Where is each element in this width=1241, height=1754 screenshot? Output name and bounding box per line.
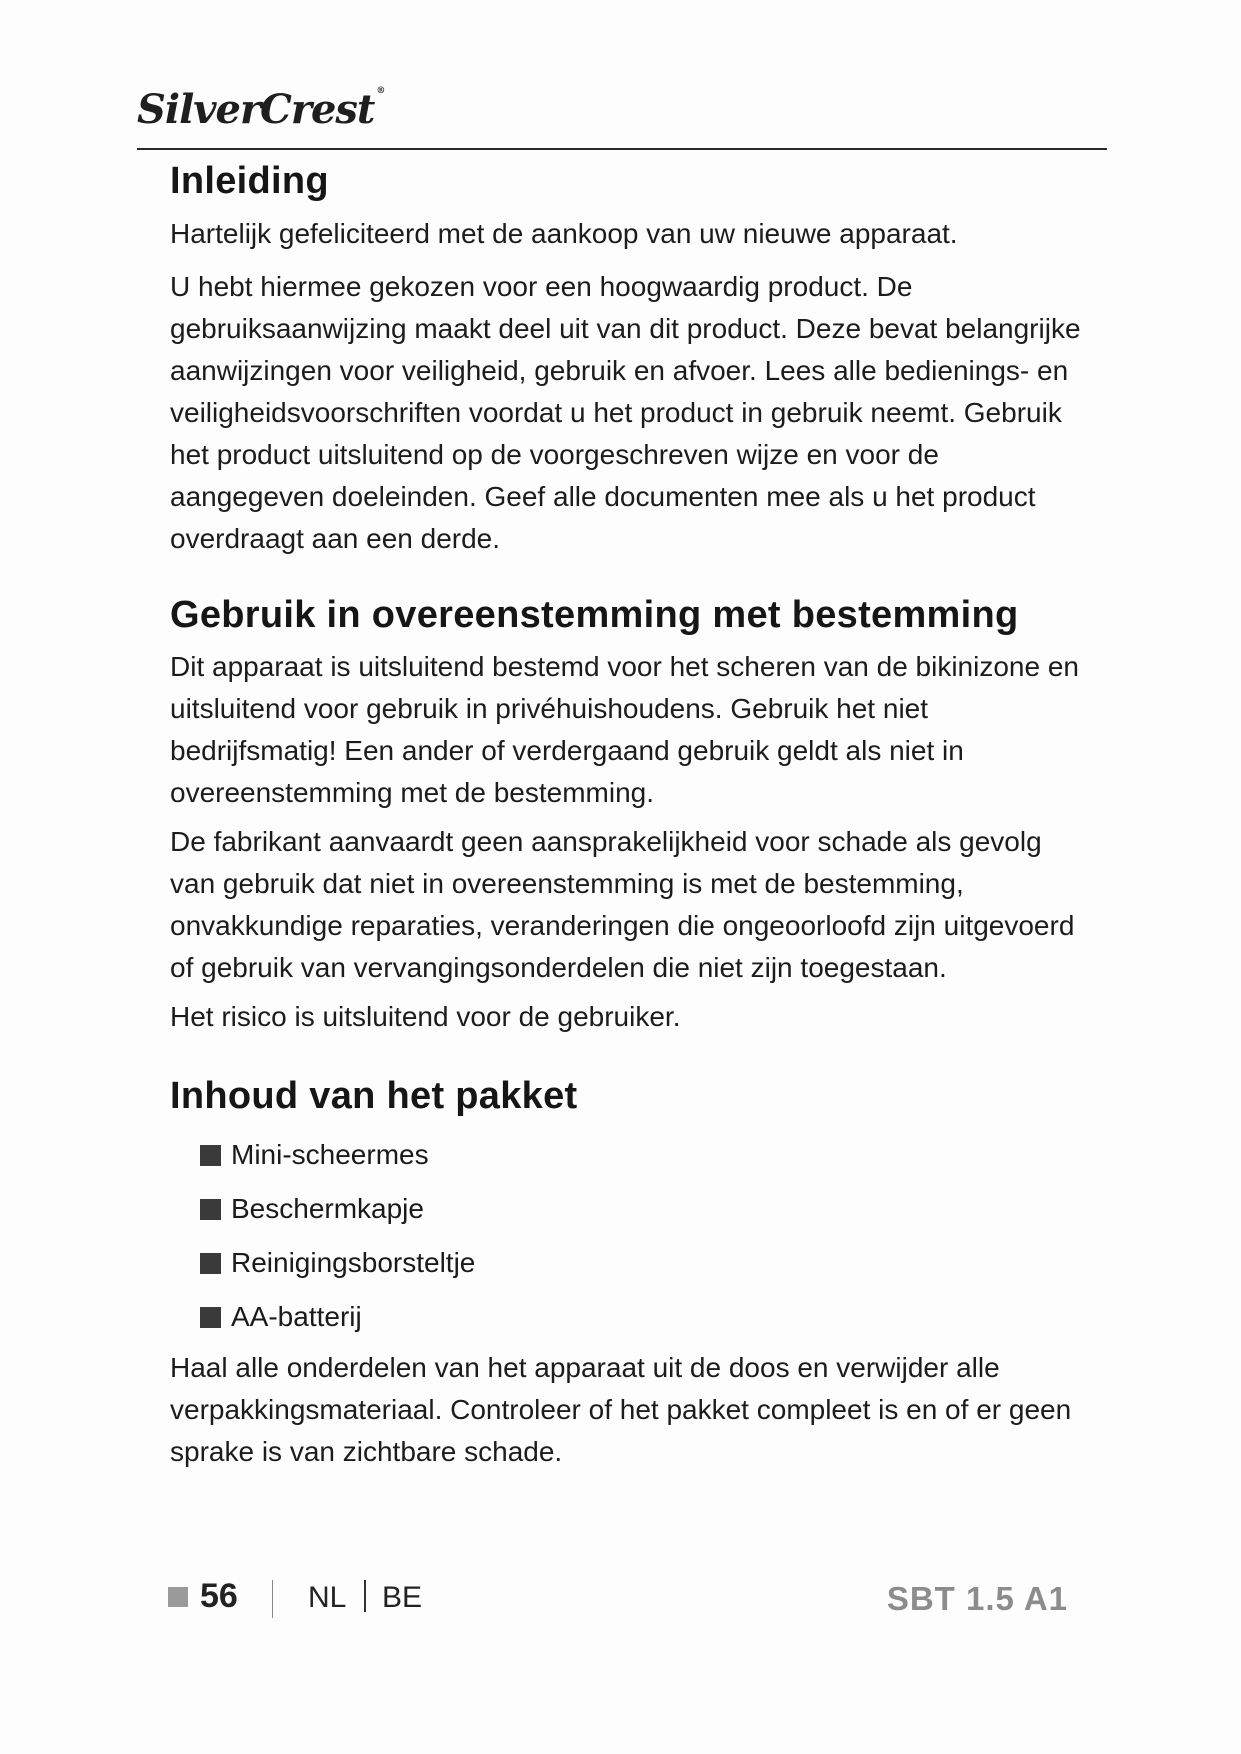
bullet-square-icon: [200, 1199, 221, 1220]
page-content: [170, 160, 1090, 1473]
package-paragraph: Haal alle onderdelen van het apparaat uit de doos en verwijder alle verpakkingsmateriaal. Controleer of het pakket compleet is en of er geen sprake is van zichtbare schade.: [170, 1352, 1072, 1467]
brand-name: SilverCrest: [137, 86, 375, 133]
list-item-label: Mini-scheermes: [231, 1139, 429, 1170]
page-number: 56: [200, 1577, 238, 1615]
intro-paragraph-1: Hartelijk gefeliciteerd met de aankoop van uw nieuwe apparaat.: [170, 218, 958, 249]
bullet-square-icon: [200, 1145, 221, 1166]
page-footer: [168, 1572, 1068, 1622]
list-item-label: Reinigingsborsteltje: [231, 1247, 476, 1278]
language-code-be: BE: [382, 1581, 423, 1614]
list-item: [200, 1236, 1090, 1290]
list-item: [200, 1182, 1090, 1236]
intended-use-paragraph-2: De fabrikant aanvaardt geen aansprakelijkheid voor schade als gevolg van gebruik dat niet in overeenstemming is met de bestemming, onvakkundige reparaties, veranderingen die ongeoorloofd zijn uitgevoerd of gebruik van vervangingsonderdelen die niet zijn toegestaan.: [170, 826, 1075, 983]
section-title-intended-use: Gebruik in overeenstemming met bestemming: [170, 594, 1019, 636]
bullet-square-icon: [200, 1253, 221, 1274]
list-item-label: AA-batterij: [231, 1301, 362, 1332]
language-divider: [364, 1580, 366, 1612]
list-item: [200, 1128, 1090, 1182]
header-rule: [137, 148, 1107, 150]
intended-use-paragraph-3: Het risico is uitsluitend voor de gebruiker.: [170, 1001, 681, 1032]
list-item: [200, 1290, 1090, 1344]
list-item-label: Beschermkapje: [231, 1193, 424, 1224]
model-number: SBT 1.5 A1: [886, 1580, 1068, 1617]
section-title-package: Inhoud van het pakket: [170, 1075, 578, 1117]
intended-use-paragraph-1: Dit apparaat is uitsluitend bestemd voor het scheren van de bikinizone en uitsluitend voor gebruik in privéhuishoudens. Gebruik het niet bedrijfsmatig! Een ander of verdergaand gebruik geldt als niet in overeenstemming met de bestemming.: [170, 651, 1079, 808]
brand-logo: [137, 86, 384, 133]
language-code-nl: NL: [308, 1581, 347, 1614]
intro-paragraph-2: U hebt hiermee gekozen voor een hoogwaardig product. De gebruiksaanwijzing maakt deel uit van dit product. Deze bevat belangrijke aanwijzingen voor veiligheid, gebruik en afvoer. Lees alle bedienings- en veiligheidsvoorschriften voordat u het product in gebruik neemt. Gebruik het product uitsluitend op de voorgeschreven wijze en voor de aangegeven doeleinden. Geef alle documenten mee als u het product overdraagt aan een derde.: [170, 271, 1081, 554]
trademark-symbol: ®: [376, 86, 385, 96]
section-title-intro: Inleiding: [170, 160, 329, 202]
package-list: [200, 1128, 1090, 1344]
footer-divider: [272, 1580, 273, 1618]
footer-square-icon: [168, 1587, 188, 1607]
bullet-square-icon: [200, 1307, 221, 1328]
